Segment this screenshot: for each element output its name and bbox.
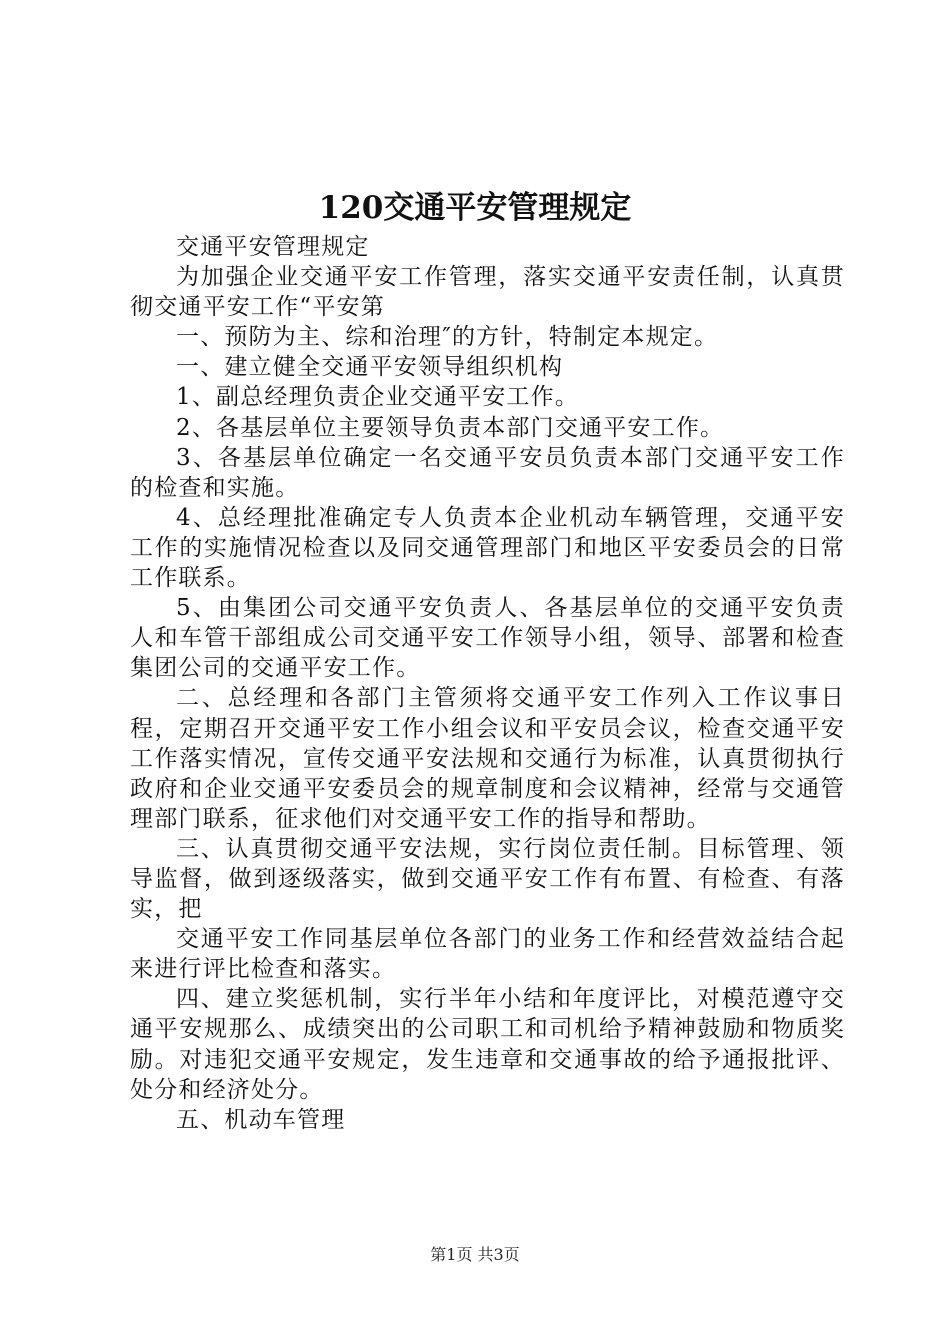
paragraph: 2、各基层单位主要领导负责本部门交通平安工作。 bbox=[176, 414, 725, 441]
paragraph: 为加强企业交通平安工作管理，落实交通平安责任制，认真贯彻交通平安工作“平安第 bbox=[130, 264, 845, 321]
paragraph: 二、总经理和各部门主管须将交通平安工作列入工作议事日程，定期召开交通平安工作小组会议和平安员会议，检查交通平安工作落实情况，宣传交通平安法规和交通行为标准，认真贯彻执行政府和企业交通平安委员会的规章制度和会议精神，经常与交通管理部门联系，征求他们对交通平安工作的指导和帮助。 bbox=[130, 685, 845, 832]
paragraph: 四、建立奖惩机制，实行半年小结和年度评比，对模范遵守交通平安规那么、成绩突出的公司职工和司机给予精神鼓励和物质奖励。对违犯交通平安规定，发生违章和交通事故的给予通报批评、处分和经济处分。 bbox=[130, 986, 845, 1103]
paragraph: 1、副总经理负责企业交通平安工作。 bbox=[176, 384, 580, 411]
paragraph: 三、认真贯彻交通平安法规，实行岗位责任制。目标管理、领导监督，做到逐级落实，做到交通平安工作有布置、有检查、有落实，把 bbox=[130, 835, 845, 923]
document-title: 120交通平安管理规定 bbox=[318, 190, 632, 226]
paragraph: 五、机动车管理 bbox=[176, 1106, 346, 1133]
paragraph: 一、建立健全交通平安领导组织机构 bbox=[176, 354, 564, 381]
page-footer: 第1页 共3页 bbox=[430, 1245, 520, 1264]
paragraph: 一、预防为主、综和治理″的方针，特制定本规定。 bbox=[176, 324, 719, 351]
document-body bbox=[130, 232, 845, 1135]
paragraph: 5、由集团公司交通平安负责人、各基层单位的交通平安负责人和车管干部组成公司交通平安工作领导小组，领导、部署和检查集团公司的交通平安工作。 bbox=[130, 595, 845, 682]
paragraph: 交通平安工作同基层单位各部门的业务工作和经营效益结合起来进行评比检查和落实。 bbox=[130, 926, 845, 983]
paragraph: 交通平安管理规定 bbox=[176, 234, 370, 260]
paragraph: 4、总经理批准确定专人负责本企业机动车辆管理，交通平安工作的实施情况检查以及同交通管理部门和地区平安委员会的日常工作联系。 bbox=[130, 504, 845, 592]
paragraph: 3、各基层单位确定一名交通平安员负责本部门交通平安工作的检查和实施。 bbox=[130, 444, 845, 501]
